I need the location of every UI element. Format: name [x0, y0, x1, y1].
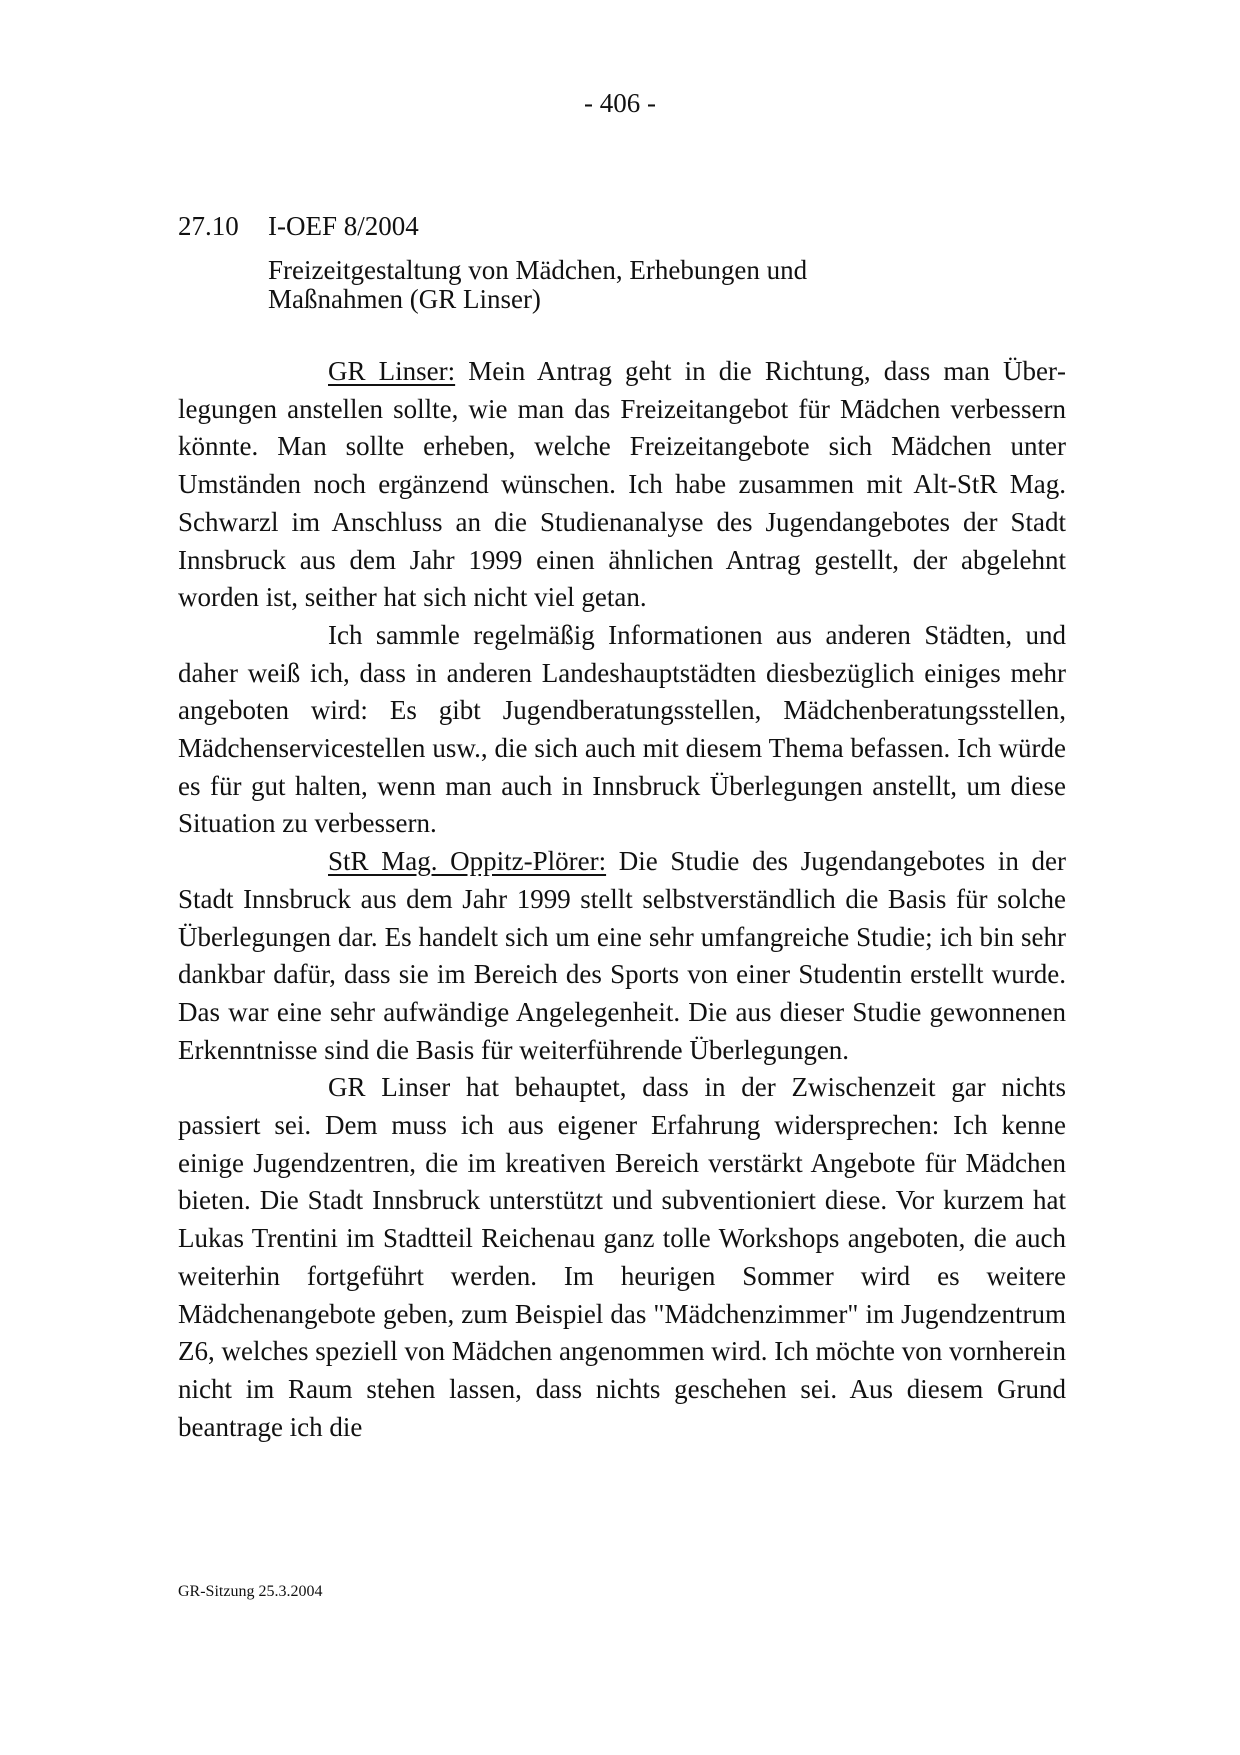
agenda-item-number: 27.10: [178, 211, 239, 241]
paragraph-text: GR Linser hat behauptet, dass in der Zwischenzeit gar nichts passiert sei. Dem muss ich aus eigener Erfahrung widersprechen: Ich kenne einige Jugendzentren, die im kreativen Bereich verstärkt Angebote für Mädchen bieten. Die Stadt Innsbruck unterstützt und subventioniert diese. Vor kurzem hat Lukas Trentini im Stadtteil Reichenau ganz tolle Workshops angeboten, die auch weiterhin fortgeführt werden. Im heurigen Sommer wird es weitere Mädchenangebote geben, zum Beispiel das "Mädchenzimmer" im Jugendzentrum Z6, welches speziell von Mädchen angenommen wird. Ich möchte von vornherein nicht im Raum stehen lassen, dass nichts geschehen sei. Aus diesem Grund beantrage ich die: [178, 1072, 1066, 1442]
page-number: - 406 -: [584, 88, 656, 118]
agenda-item-header: [178, 210, 419, 242]
speaker-label: StR Mag. Oppitz-Plörer:: [328, 846, 607, 877]
paragraph-text: Die Studie des Jugendangebotes in der Stadt Innsbruck aus dem Jahr 1999 stellt selbstverständlich die Basis für solche Überlegungen dar. Es handelt sich um eine sehr umfangreiche Studie; ich bin sehr dankbar dafür, dass sie im Bereich des Sports von einer Studentin erstellt wurde. Das war eine sehr aufwändige Angelegenheit. Die aus dieser Studie gewonnenen Erkenntnisse sind die Basis für weiterführende Überlegungen.: [178, 846, 1067, 1065]
agenda-item-title-line-2: Maßnahmen (GR Linser): [268, 284, 541, 314]
paragraph-oppitz-ploerer-continued: [178, 1069, 1066, 1446]
speaker-label: GR Linser:: [328, 356, 456, 386]
paragraph-text: Ich sammle regelmäßig Informationen aus anderen Städten, und daher weiß ich, dass in anderen Landeshauptstädten diesbezüglich einiges mehr angeboten wird: Es gibt Jugendberatungsstellen, Mädchenberatungsstellen, Mädchenservicestellen usw., die sich auch mit diesem Thema befassen. Ich würde es für gut halten, wenn man auch in Innsbruck Überlegungen anstellt, um diese Situation zu verbessern.: [178, 619, 1066, 839]
agenda-item-code: I-OEF 8/2004: [268, 211, 419, 241]
paragraph-text: Mein Antrag geht in die Richtung, dass man Überlegungen anstellen sollte, wie man das Freizeitangebot für Mädchen verbessern könnte. Man sollte erheben, welche Freizeitangebote sich Mädchen unter Umständen noch ergänzend wünschen. Ich habe zusammen mit Alt-StR Mag. Schwarzl im Anschluss an die Studienanalyse des Jugendangebotes der Stadt Innsbruck aus dem Jahr 1999 einen ähnlichen Antrag gestellt, der abgelehnt worden ist, seither hat sich nicht viel getan.: [178, 356, 1066, 613]
agenda-item-title-line-1: Freizeitgestaltung von Mädchen, Erhebungen und: [268, 255, 808, 285]
paragraph-linser-continued: [178, 617, 1066, 843]
paragraph-oppitz-ploerer-statement: [178, 843, 1066, 1069]
minutes-body: [178, 353, 1066, 1446]
agenda-item-title: [268, 256, 968, 314]
paragraph-linser-statement: [178, 353, 1066, 617]
page-footer: GR-Sitzung 25.3.2004: [178, 1583, 323, 1600]
